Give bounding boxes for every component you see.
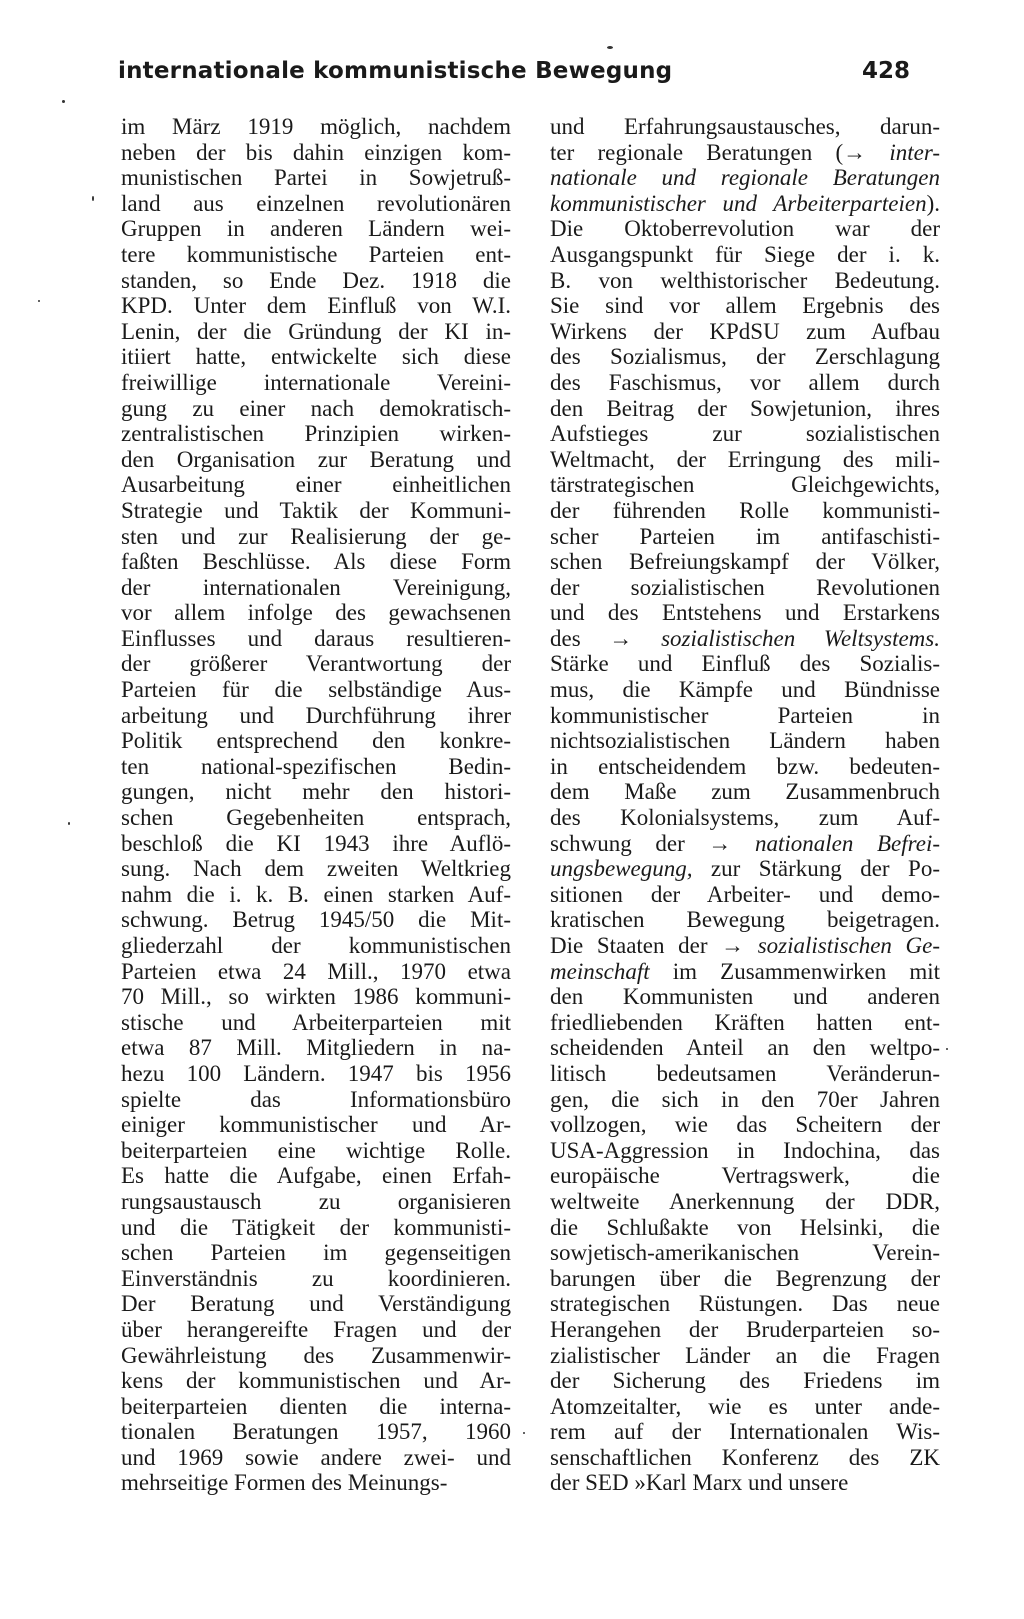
text-line <box>550 1189 940 1215</box>
text-line <box>121 959 511 985</box>
text-run: KPD. Unter dem Einfluß von W.I. <box>121 293 511 319</box>
text-line <box>550 421 940 447</box>
text-line <box>550 191 940 217</box>
text-run: schwung. Betrug 1945/50 die Mit- <box>121 907 511 933</box>
text-run: der internationalen Vereinigung, <box>121 574 511 600</box>
text-line <box>121 293 511 319</box>
text-line <box>121 1394 511 1420</box>
text-run: tere kommunistische Parteien ent- <box>121 241 511 267</box>
text-line <box>550 1291 940 1317</box>
text-run: ten national-spezifischen Bedin- <box>121 753 511 779</box>
text-line <box>121 1163 511 1189</box>
text-run: barungen über die Begrenzung der <box>550 1265 940 1291</box>
text-run: und Erfahrungsaustausches, darun- <box>550 114 940 139</box>
text-run: kratischen Bewegung beigetragen. <box>550 907 940 933</box>
text-run: beiterparteien eine wichtige Rolle. <box>121 1137 511 1163</box>
text-run: der sozialistischen Revolutionen <box>550 574 940 600</box>
text-line <box>121 754 511 780</box>
text-line <box>121 268 511 294</box>
text-line <box>121 831 511 857</box>
text-line <box>121 1317 511 1343</box>
text-run: neben der bis dahin einzigen kom- <box>121 139 511 165</box>
cross-reference: sozialistischen Ge- <box>757 933 940 958</box>
text-run: des Kolonialsystems, zum Auf- <box>550 805 940 831</box>
text-run: Gewährleistung des Zusammenwir- <box>121 1342 511 1368</box>
text-run: kens der kommunistischen und Ar- <box>121 1368 511 1394</box>
text-run: gliederzahl der kommunistischen <box>121 933 511 958</box>
text-run: tionalen Beratungen 1957, 1960 <box>121 1419 511 1445</box>
text-run: freiwillige internationale Vereini- <box>121 369 511 395</box>
text-run: standen, so Ende Dez. 1918 die <box>121 267 511 293</box>
text-line <box>121 1061 511 1087</box>
text-run: dem Maße zum Zusammenbruch <box>550 779 940 805</box>
text-line <box>550 472 940 498</box>
text-run: ter regionale Beratungen (→ <box>550 139 890 165</box>
text-line <box>550 1215 940 1241</box>
text-run: der führenden Rolle kommunisti- <box>550 497 940 523</box>
scan-speck <box>62 100 65 103</box>
text-run: friedliebenden Kräften hatten ent- <box>550 1009 940 1035</box>
scan-speck <box>92 196 94 201</box>
text-line <box>121 728 511 754</box>
text-line <box>550 447 940 473</box>
text-line <box>550 600 940 626</box>
text-line <box>121 524 511 550</box>
text-run: des Faschismus, vor allem durch <box>550 369 940 395</box>
text-run: rem auf der Internationalen Wis- <box>550 1419 940 1445</box>
text-line <box>550 779 940 805</box>
text-line <box>550 242 940 268</box>
text-run: Parteien etwa 24 Mill., 1970 etwa <box>121 958 511 984</box>
text-run: senschaftlichen Konferenz des ZK <box>550 1444 940 1470</box>
cross-reference: meinschaft <box>550 958 650 984</box>
text-run: tärstrategischen Gleichgewichts, <box>550 472 940 498</box>
text-line <box>550 651 940 677</box>
text-run: schen Gegebenheiten entsprach, <box>121 805 511 831</box>
text-run: B. von welthistorischer Bedeutung. <box>550 267 940 293</box>
text-line <box>550 319 940 345</box>
text-line <box>550 1087 940 1113</box>
text-line <box>121 984 511 1010</box>
text-run: Ausarbeitung einer einheitlichen <box>121 472 511 498</box>
text-run: itiiert hatte, entwickelte sich diese <box>121 344 511 370</box>
text-run: und 1969 sowie andere zwei- und <box>121 1444 511 1470</box>
text-line <box>121 114 511 140</box>
text-line <box>121 1035 511 1061</box>
text-line <box>550 1445 940 1471</box>
page-number: 428 <box>862 58 911 84</box>
text-line <box>550 1419 940 1445</box>
text-run: ). <box>926 190 940 216</box>
text-line <box>550 140 940 166</box>
cross-reference: kommunistischer und Arbeiterparteien <box>550 190 927 216</box>
cross-reference: ungsbewegung, <box>550 856 693 882</box>
text-run: weltweite Anerkennung der DDR, <box>550 1188 940 1214</box>
text-line <box>121 1266 511 1292</box>
text-run: sten und zur Realisierung der ge- <box>121 523 511 549</box>
text-run: und die Tätigkeit der kommunisti- <box>121 1214 511 1240</box>
scan-speck <box>523 1432 525 1434</box>
text-line <box>550 1138 940 1164</box>
text-line <box>121 1445 511 1471</box>
text-run: etwa 87 Mill. Mitgliedern in na- <box>121 1035 511 1061</box>
cross-reference: sozialistischen Weltsystems. <box>661 625 940 651</box>
text-line <box>550 626 940 652</box>
text-run: gen, die sich in den 70er Jahren <box>550 1086 940 1112</box>
scan-speck <box>946 1048 948 1050</box>
text-run: Es hatte die Aufgabe, einen Erfah- <box>121 1163 511 1189</box>
text-line <box>550 703 940 729</box>
scan-speck <box>68 822 70 825</box>
text-line <box>121 1343 511 1369</box>
text-run: land aus einzelnen revolutionären <box>121 190 511 216</box>
text-run: den Beitrag der Sowjetunion, ihres <box>550 395 940 421</box>
text-line <box>121 1368 511 1394</box>
text-run: Die Staaten der → <box>550 933 758 958</box>
text-line <box>550 549 940 575</box>
text-line <box>121 1291 511 1317</box>
text-line <box>550 856 940 882</box>
text-run: den Organisation zur Beratung und <box>121 446 511 472</box>
text-line <box>121 216 511 242</box>
text-run: nahm die i. k. B. einen starken Auf- <box>121 881 511 907</box>
text-run: in entscheidendem bzw. bedeuten- <box>550 753 940 779</box>
right-text-column <box>550 114 940 1496</box>
text-run: Wirkens der KPdSU zum Aufbau <box>550 318 940 344</box>
text-run: Einflusses und daraus resultieren- <box>121 625 511 651</box>
text-line <box>550 754 940 780</box>
scan-speck <box>38 300 40 302</box>
text-line <box>550 1010 940 1036</box>
text-line <box>550 293 940 319</box>
text-line <box>550 344 940 370</box>
text-run: mehrseitige Formen des Meinungs- <box>121 1470 448 1496</box>
text-line <box>121 370 511 396</box>
text-line <box>550 575 940 601</box>
left-text-column <box>121 114 511 1496</box>
text-run: Stärke und Einfluß des Sozialis- <box>550 651 940 677</box>
text-line <box>121 242 511 268</box>
text-run: mus, die Kämpfe und Bündnisse <box>550 677 940 703</box>
text-run: Lenin, der die Gründung der KI in- <box>121 318 511 344</box>
text-line <box>121 1215 511 1241</box>
text-line <box>550 882 940 908</box>
text-run: Aufstieges zur sozialistischen <box>550 421 940 447</box>
text-run: Der Beratung und Verständigung <box>121 1291 511 1317</box>
text-line <box>550 268 940 294</box>
text-run: des → <box>550 625 662 651</box>
text-run: strategischen Rüstungen. Das neue <box>550 1291 940 1317</box>
text-line <box>550 1061 940 1087</box>
text-run: kommunistischer Parteien in <box>550 702 940 728</box>
text-line <box>121 1112 511 1138</box>
cross-reference: inter- <box>889 139 940 165</box>
text-line <box>121 344 511 370</box>
text-line <box>550 728 940 754</box>
text-run: Gruppen in anderen Ländern wei- <box>121 216 511 242</box>
text-run: zialistischer Länder an die Fragen <box>550 1342 940 1368</box>
text-run: sitionen der Arbeiter- und demo- <box>550 881 940 907</box>
text-run: scheidenden Anteil an den weltpo- <box>550 1035 940 1061</box>
text-run: vollzogen, wie das Scheitern der <box>550 1112 940 1138</box>
text-run: stische und Arbeiterparteien mit <box>121 1009 511 1035</box>
text-line <box>121 165 511 191</box>
text-line <box>550 677 940 703</box>
text-run: nichtsozialistischen Ländern haben <box>550 728 940 754</box>
text-run: die Schlußakte von Helsinki, die <box>550 1214 940 1240</box>
text-run: schen Parteien im gegenseitigen <box>121 1240 511 1266</box>
text-line <box>550 498 940 524</box>
text-line <box>121 575 511 601</box>
text-line <box>550 1163 940 1189</box>
text-line <box>121 856 511 882</box>
text-run: spielte das Informationsbüro <box>121 1086 511 1112</box>
text-line <box>121 1189 511 1215</box>
text-run: beiterparteien dienten die interna- <box>121 1393 511 1419</box>
text-run: Die Oktoberrevolution war der <box>550 216 940 242</box>
text-line <box>550 114 940 140</box>
text-run: Strategie und Taktik der Kommuni- <box>121 497 511 523</box>
text-run: gung zu einer nach demokratisch- <box>121 395 511 421</box>
text-run: 70 Mill., so wirkten 1986 kommuni- <box>121 984 511 1010</box>
text-line <box>550 1317 940 1343</box>
text-line <box>121 1419 511 1445</box>
text-run: den Kommunisten und anderen <box>550 984 940 1010</box>
text-run: Weltmacht, der Erringung des mili- <box>550 446 940 472</box>
text-run: Ausgangspunkt für Siege der i. k. <box>550 241 940 267</box>
text-run: gungen, nicht mehr den histori- <box>121 779 511 805</box>
text-line <box>121 1138 511 1164</box>
text-line <box>550 959 940 985</box>
text-line <box>121 626 511 652</box>
text-line <box>121 549 511 575</box>
text-line <box>121 1087 511 1113</box>
text-run: Sie sind vor allem Ergebnis des <box>550 293 940 319</box>
text-line <box>121 140 511 166</box>
text-line <box>550 1394 940 1420</box>
text-line <box>121 907 511 933</box>
text-line <box>550 396 940 422</box>
text-line <box>550 1368 940 1394</box>
running-head: internationale kommunistische Bewegung <box>118 58 673 84</box>
text-run: vor allem infolge des gewachsenen <box>121 600 511 626</box>
text-line <box>121 703 511 729</box>
text-line <box>550 805 940 831</box>
text-line <box>121 779 511 805</box>
text-line <box>550 524 940 550</box>
text-run: Herangehen der Bruderparteien so- <box>550 1316 940 1342</box>
text-line <box>121 600 511 626</box>
text-line <box>121 319 511 345</box>
scan-speck <box>607 46 613 49</box>
text-line <box>121 805 511 831</box>
text-line <box>550 370 940 396</box>
text-run: über herangereifte Fragen und der <box>121 1316 511 1342</box>
text-run: litisch bedeutsamen Veränderun- <box>550 1060 940 1086</box>
text-run: hezu 100 Ländern. 1947 bis 1956 <box>121 1060 511 1086</box>
text-run: scher Parteien im antifaschisti- <box>550 523 940 549</box>
text-line <box>121 1010 511 1036</box>
text-line <box>550 1035 940 1061</box>
text-run: Politik entsprechend den konkre- <box>121 728 511 754</box>
text-run: faßten Beschlüsse. Als diese Form <box>121 549 511 575</box>
text-line <box>121 1470 511 1496</box>
text-line <box>550 831 940 857</box>
text-line <box>121 882 511 908</box>
text-run: einiger kommunistischer und Ar- <box>121 1112 511 1138</box>
text-run: sung. Nach dem zweiten Weltkrieg <box>121 856 511 882</box>
text-run: arbeitung und Durchführung ihrer <box>121 702 511 728</box>
text-run: im Zusammenwirken mit <box>649 958 940 984</box>
text-line <box>550 1240 940 1266</box>
text-run: und des Entstehens und Erstarkens <box>550 600 940 626</box>
text-line <box>121 421 511 447</box>
text-line <box>121 933 511 959</box>
text-run: europäische Vertragswerk, die <box>550 1163 940 1189</box>
text-line <box>550 165 940 191</box>
text-run: schwung der → <box>550 830 755 856</box>
text-run: der größerer Verantwortung der <box>121 651 511 677</box>
text-line <box>121 677 511 703</box>
text-line <box>550 1112 940 1138</box>
text-line <box>121 191 511 217</box>
text-run: Parteien für die selbständige Aus- <box>121 677 511 703</box>
text-run: zentralistischen Prinzipien wirken- <box>121 421 511 447</box>
text-run: schen Befreiungskampf der Völker, <box>550 549 940 575</box>
text-line <box>121 498 511 524</box>
text-line <box>121 396 511 422</box>
text-run: Einverständnis zu koordinieren. <box>121 1265 511 1291</box>
text-run: USA-Aggression in Indochina, das <box>550 1137 940 1163</box>
text-line <box>550 907 940 933</box>
text-run: zur Stärkung der Po- <box>692 856 940 882</box>
text-run: der Sicherung des Friedens im <box>550 1368 940 1394</box>
text-run: beschloß die KI 1943 ihre Auflö- <box>121 830 511 856</box>
text-run: des Sozialismus, der Zerschlagung <box>550 344 940 370</box>
text-line <box>550 984 940 1010</box>
text-line <box>550 1343 940 1369</box>
text-run: sowjetisch-amerikanischen Verein- <box>550 1240 940 1266</box>
cross-reference: nationalen Befrei- <box>755 830 940 856</box>
text-line <box>550 933 940 959</box>
text-run: Atomzeitalter, wie es unter ande- <box>550 1393 940 1419</box>
text-run: im März 1919 möglich, nachdem <box>121 114 511 139</box>
text-line <box>121 651 511 677</box>
text-run: der SED »Karl Marx und unsere <box>550 1470 849 1496</box>
text-line <box>550 1470 940 1496</box>
text-line <box>121 472 511 498</box>
text-line <box>121 1240 511 1266</box>
text-line <box>121 447 511 473</box>
text-run: rungsaustausch zu organisieren <box>121 1188 511 1214</box>
cross-reference: nationale und regionale Beratungen <box>550 165 940 191</box>
text-run: munistischen Partei in Sowjetruß- <box>121 165 511 191</box>
text-line <box>550 1266 940 1292</box>
text-line <box>550 216 940 242</box>
